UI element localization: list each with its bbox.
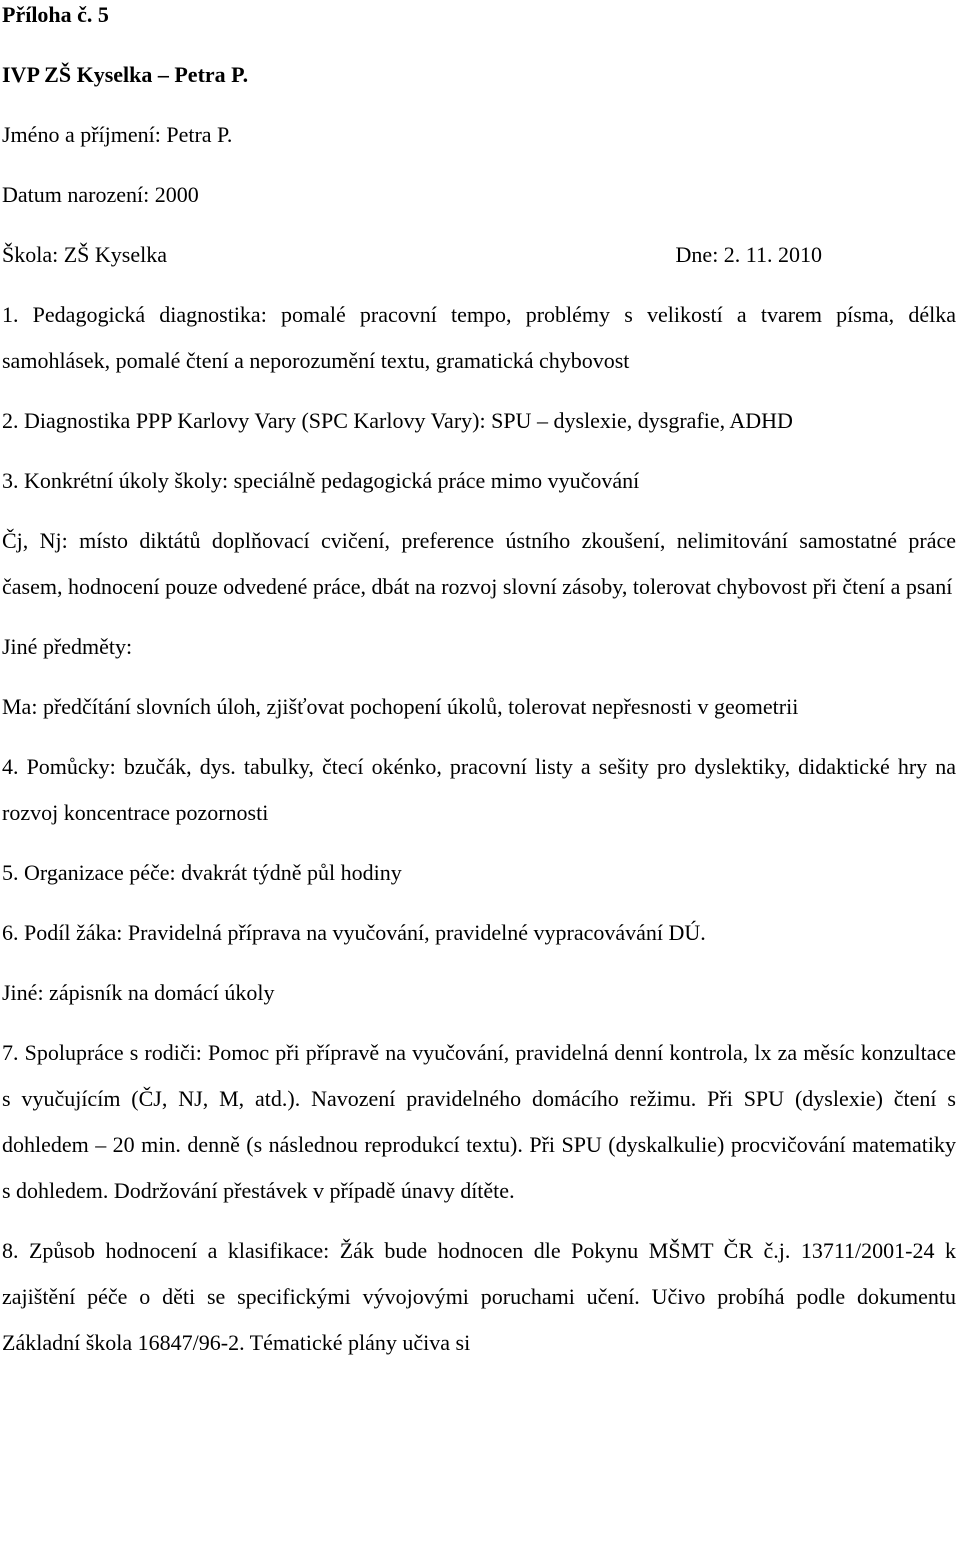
section-school-tasks: 3. Konkrétní úkoly školy: speciálně pedagogická práce mimo vyučování (2, 468, 640, 493)
annex-label: Příloha č. 5 (2, 2, 109, 27)
section-student-share: 6. Podíl žáka: Pravidelná příprava na vyučování, pravidelné vypracovávání DÚ. (2, 920, 706, 945)
section-math: Ma: předčítání slovních úloh, zjišťovat pochopení úkolů, tolerovat nepřesnosti v geometrii (2, 694, 799, 719)
section-aids: 4. Pomůcky: bzučák, dys. tabulky, čtecí okénko, pracovní listy a sešity pro dyslektiky, didaktické hry na rozvoj koncentrace pozornosti (2, 754, 956, 825)
student-name: Jméno a příjmení: Petra P. (2, 122, 233, 147)
document-title: IVP ZŠ Kyselka – Petra P. (2, 62, 249, 87)
school-date-row (2, 232, 822, 278)
section-evaluation: 8. Způsob hodnocení a klasifikace: Žák bude hodnocen dle Pokynu MŠMT ČR č.j. 13711/2001-24 k zajištění péče o děti se specifickými vývojovými poruchami učení. Učivo probíhá podle dokumentu Základní škola 16847/96-2. Tématické plány učiva si (2, 1238, 956, 1355)
school-name: Škola: ZŠ Kyselka (2, 242, 167, 267)
section-cj-nj: Čj, Nj: místo diktátů doplňovací cvičení, preference ústního zkoušení, nelimitování samostatné práce časem, hodnocení pouze odvedené práce, dbát na rozvoj slovní zásoby, tolerovat chybovost při čtení a psaní (2, 528, 956, 599)
section-pedagogical-diagnostics: 1. Pedagogická diagnostika: pomalé pracovní tempo, problémy s velikostí a tvarem písma, délka samohlásek, pomalé čtení a neporozumění textu, gramatická chybovost (2, 302, 956, 373)
section-other-subjects-heading: Jiné předměty: (2, 634, 133, 659)
section-other-notebook: Jiné: zápisník na domácí úkoly (2, 980, 275, 1005)
document-date: Dne: 2. 11. 2010 (675, 242, 822, 267)
section-ppp-diagnostics: 2. Diagnostika PPP Karlovy Vary (SPC Karlovy Vary): SPU – dyslexie, dysgrafie, ADHD (2, 408, 793, 433)
section-care-organization: 5. Organizace péče: dvakrát týdně půl hodiny (2, 860, 402, 885)
section-parent-cooperation: 7. Spolupráce s rodiči: Pomoc při přípravě na vyučování, pravidelná denní kontrola, lx za měsíc konzultace s vyučujícím (ČJ, NJ, M, atd.). Navození pravidelného domácího režimu. Při SPU (dyslexie) čtení s dohledem – 20 min. denně (s následnou reprodukcí textu). Při SPU (dyskalkulie) procvičování matematiky s dohledem. Dodržování přestávek v případě únavy dítěte. (2, 1040, 956, 1203)
birth-date: Datum narození: 2000 (2, 182, 199, 207)
document-page (2, 0, 956, 1366)
